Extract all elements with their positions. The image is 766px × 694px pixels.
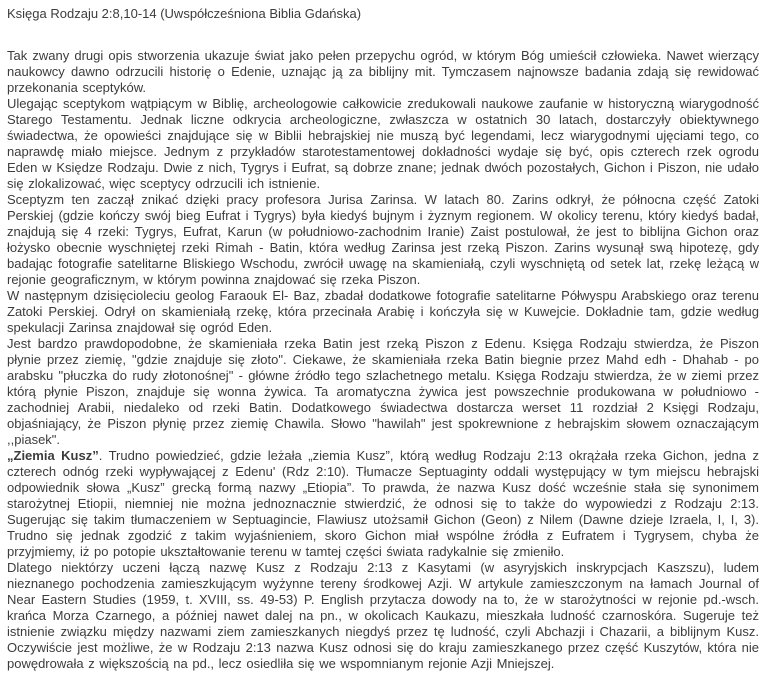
paragraph-skeptics: Ulegając sceptykom wątpiącym w Biblię, archeologowie całkowicie zredukowali naukowe zaufanie w historyczną wiarygodność Starego Testamentu. Jednak liczne odkrycia archeologiczne, zwłaszcza w ostatnich 30 latach, dostarczyły obiektywnego świadectwa, że opowieści znajdujące się w Biblii hebrajskiej nie muszą być legendami, lecz wiarygodnymi ujęciami tego, co naprawdę miało miejsce. Jednym z przykładów starotestamentowej dokładności wydaje się być, opis czterech rzek ogrodu Eden w Księdze Rodzaju. Dwie z nich, Tygrys i Eufrat, są dobrze znane; jednak dwóch pozostałych, Gichon i Piszon, nie udało się zlokalizować, więc sceptycy odrzucili ich istnienie. [7, 96, 759, 191]
ziemia-kusz-lead: „Ziemia Kusz” [7, 448, 99, 463]
paragraph-batin-piszon: Jest bardzo prawdopodobne, że skamieniała rzeka Batin jest rzeką Piszon z Edenu. Księga Rodzaju stwierdza, że Piszon płynie przez ziemię, "gdzie znajduje się złoto". Ciekawe, że skamieniała rzeka Batin biegnie przez Mahd edh - Dhahab - po arabsku "płuczka do rudy złotonośnej" - główne źródło tego szlachetnego metalu. Księga Rodzaju stwierdza, że w ziemi przez którą płynie Piszon, znajduje się wonna żywica. Ta aromatyczna żywica jest powszechnie produkowana w południowo - zachodniej Arabii, niedaleko od rzeki Batin. Dodatkowego świadectwa dostarcza werset 11 rozdział 2 Księgi Rodzaju, objaśniający, że Piszon płynię przez ziemię Chawila. Słowo "hawilah" jest spokrewnione z hebrajskim słowem oznaczającym ,,piasek". [7, 336, 759, 447]
paragraph-ziemia-kusz [7, 448, 759, 560]
paragraph-kasyci: Dlatego niektórzy uczeni łączą nazwę Kusz z Rodzaju 2:13 z Kasytami (w asyryjskich inskrypcjach Kaszszu), ludem nieznanego pochodzenia zamieszkującym wyżynne tereny środkowej Azji. W artykule zamieszczonym na łamach Journal of Near Eastern Studies (1959, t. XVIII, ss. 49-53) P. English przytacza dowody na to, że w starożytności w rejonie pd.-wsch. krańca Morza Czarnego, a później nawet dalej na pn., w okolicach Kaukazu, mieszkała ludność czarnoskóra. Sugeruje też istnienie związku między nazwami ziem zamieszkanych niegdyś przez tę ludność, czyli Abchazji i Chazarii, a biblijnym Kusz. Oczywiście jest możliwe, że w Rodzaju 2:13 nazwa Kusz odnosi się do kraju zamieszkanego przez część Kuszytów, która nie powędrowała z większością na pd., lecz osiedliła się we wspomnianym rejonie Azji Mniejszej. [7, 560, 759, 671]
page-title: Księga Rodzaju 2:8,10-14 (Uwspółcześniona Biblia Gdańska) [7, 6, 362, 21]
ziemia-kusz-body: . Trudno powiedzieć, gdzie leżała „ziemia Kusz”, którą według Rodzaju 2:13 okrążała rzeka Gichon, jedna z czterech odnóg rzeki wypływającej z Edenu' (Rdz 2:10). Tłumacze Septuaginty oddali występujący w tym miejscu hebrajski odpowiednik słowa „Kusz” grecką formą nazwy „Etiopia”. To prawda, że nazwa Kusz dość wcześnie stała się synonimem starożytnej Etiopii, niemniej nie można jednoznacznie stwierdzić, że odnosi się to także do wypowiedzi z Rodzaju 2:13. Sugerując się takim tłumaczeniem w Septuagincie, Flawiusz utożsamił Gichon (Geon) z Nilem (Dawne dzieje Izraela, I, I, 3). Trudno się jednak zgodzić z takim wyjaśnieniem, skoro Gichon miał wspólne źródła z Eufratem i Tygrysem, chyba że przyjmiemy, iż po potopie ukształtowanie terenu w tamtej części świata radykalnie się zmieniło. [7, 448, 759, 559]
paragraph-el-baz: W następnym dzisięcioleciu geolog Faraouk El- Baz, zbadał dodatkowe fotografie satelitarne Półwyspu Arabskiego oraz terenu Zatoki Perskiej. Odrył on skamieniałą rzekę, która przecinała Arabię i kończyła się w Kuwejcie. Dokładnie tam, gdzie według spekulacji Zarinsa znajdował się ogród Eden. [7, 288, 759, 335]
paragraph-intro: Tak zwany drugi opis stworzenia ukazuje świat jako pełen przepychu ogród, w którym Bóg umieścił człowieka. Nawet wierzący naukowcy dawno odrzucili historię o Edenie, uznając ją za biblijny mit. Tymczasem najnowsze badania zdają się rewidować przekonania sceptyków. [7, 48, 759, 95]
paragraph-zarins: Sceptyzm ten zaczął znikać dzięki pracy profesora Jurisa Zarinsa. W latach 80. Zarins odkrył, że północna część Zatoki Perskiej (gdzie kończy swój bieg Eufrat i Tygrys) była kiedyś bujnym i żyznym regionem. W okolicy terenu, który kiedyś badał, znajdują się 4 rzeki: Tygrys, Eufrat, Karun (w południowo-zachodnim Iranie) Zaist postulował, że jest to biblijna Gichon oraz łożysko obecnie wyschniętej rzeki Rimah - Batin, która według Zarinsa jest rzeką Piszon. Zarins wysunął swą hipotezę, gdy badając fotografie satelitarne Bliskiego Wschodu, zwrócił uwagę na skamieniałą, czyli wyschniętą od setek lat, rzekę leżącą w rejonie geograficznym, w którym powinna znajdować się rzeka Piszon. [7, 192, 759, 287]
